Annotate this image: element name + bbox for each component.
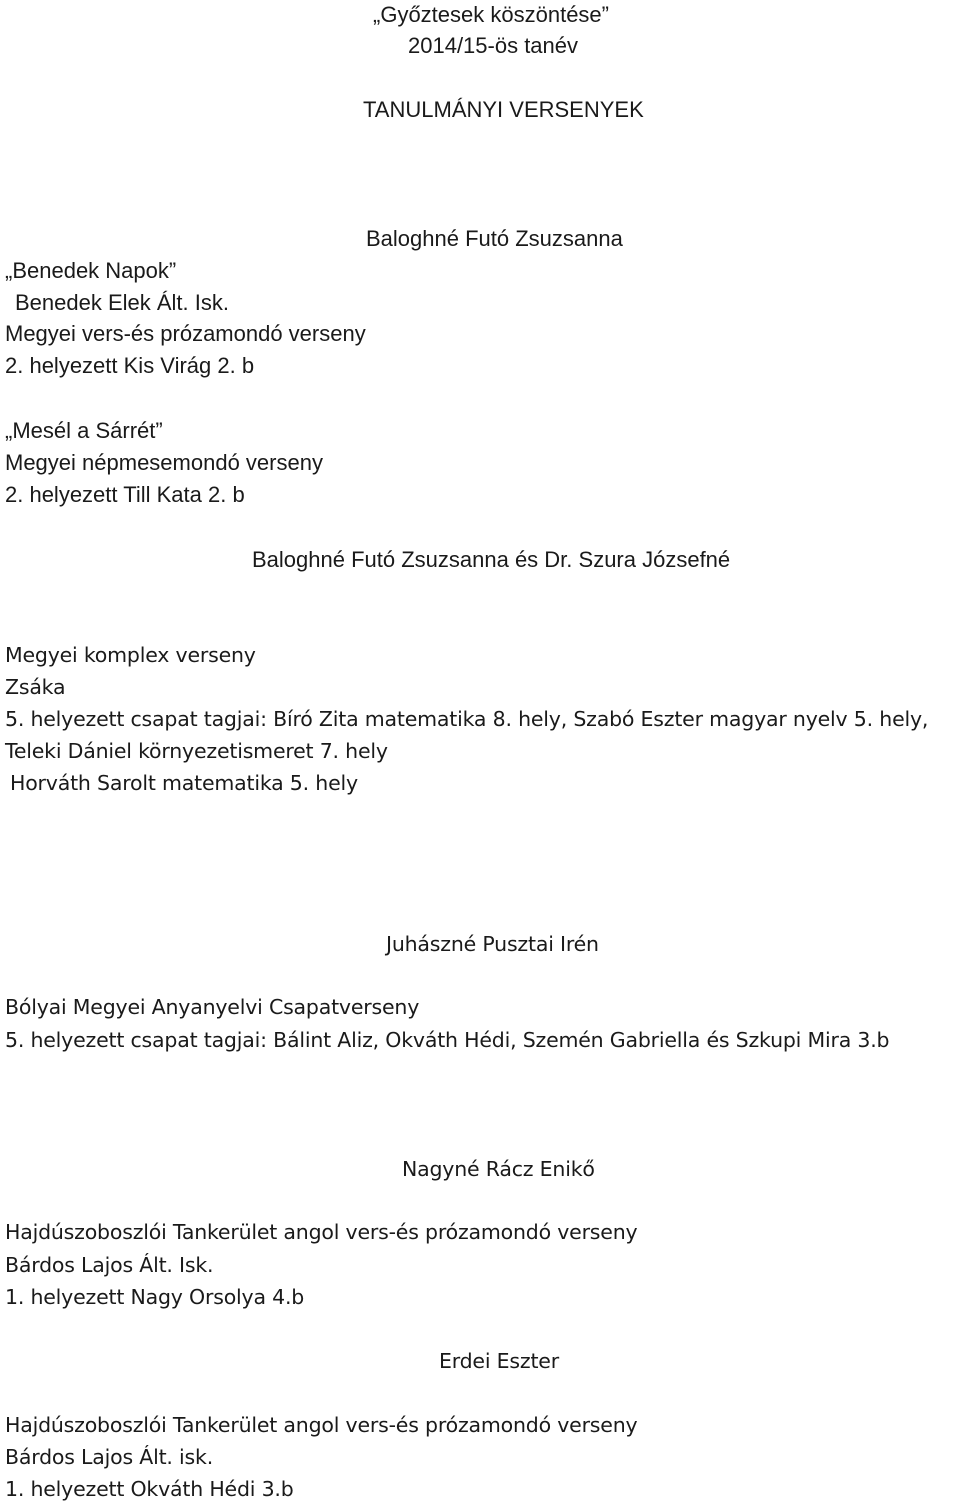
result-line: Horváth Sarolt matematika 5. hely — [10, 771, 358, 795]
competition-line: Bárdos Lajos Ált. isk. — [5, 1445, 214, 1469]
result-line: 1. helyezett Okváth Hédi 3.b — [5, 1477, 294, 1501]
result-line: 5. helyezett csapat tagjai: Bálint Aliz, Okváth Hédi, Szemén Gabriella és Szkupi Mira 3.b — [5, 1028, 890, 1052]
section-heading: TANULMÁNYI VERSENYEK — [363, 97, 644, 122]
teacher-name: Baloghné Futó Zsuzsanna és Dr. Szura Józsefné — [252, 547, 731, 572]
result-line: 1. helyezett Nagy Orsolya 4.b — [5, 1285, 305, 1309]
teacher-name: Juhászné Pusztai Irén — [386, 932, 599, 956]
competition-line: Hajdúszoboszlói Tankerület angol vers-és prózamondó verseny — [5, 1413, 638, 1437]
result-line: 5. helyezett csapat tagjai: Bíró Zita matematika 8. hely, Szabó Eszter magyar nyelv 5. hely, — [5, 707, 929, 731]
result-line: 2. helyezett Kis Virág 2. b — [5, 353, 255, 378]
competition-line: Bárdos Lajos Ált. Isk. — [5, 1253, 214, 1277]
competition-line: „Benedek Napok” — [5, 258, 177, 283]
competition-line: Megyei komplex verseny — [5, 643, 256, 667]
document-title: „Győztesek köszöntése” — [373, 2, 609, 27]
result-line: Teleki Dániel környezetismeret 7. hely — [5, 739, 388, 763]
teacher-name: Erdei Eszter — [439, 1349, 559, 1373]
competition-line: „Mesél a Sárrét” — [5, 418, 163, 443]
competition-line: Benedek Elek Ált. Isk. — [15, 290, 229, 315]
competition-line: Bólyai Megyei Anyanyelvi Csapatverseny — [5, 995, 420, 1019]
competition-line: Megyei vers-és prózamondó verseny — [5, 321, 366, 346]
competition-line: Megyei népmesemondó verseny — [5, 450, 323, 475]
teacher-name: Baloghné Futó Zsuzsanna — [366, 226, 623, 251]
teacher-name: Nagyné Rácz Enikő — [402, 1157, 595, 1181]
school-year: 2014/15-ös tanév — [408, 33, 579, 58]
competition-line: Hajdúszoboszlói Tankerület angol vers-és prózamondó verseny — [5, 1220, 638, 1244]
result-line: 2. helyezett Till Kata 2. b — [5, 482, 245, 507]
competition-line: Zsáka — [5, 675, 66, 699]
